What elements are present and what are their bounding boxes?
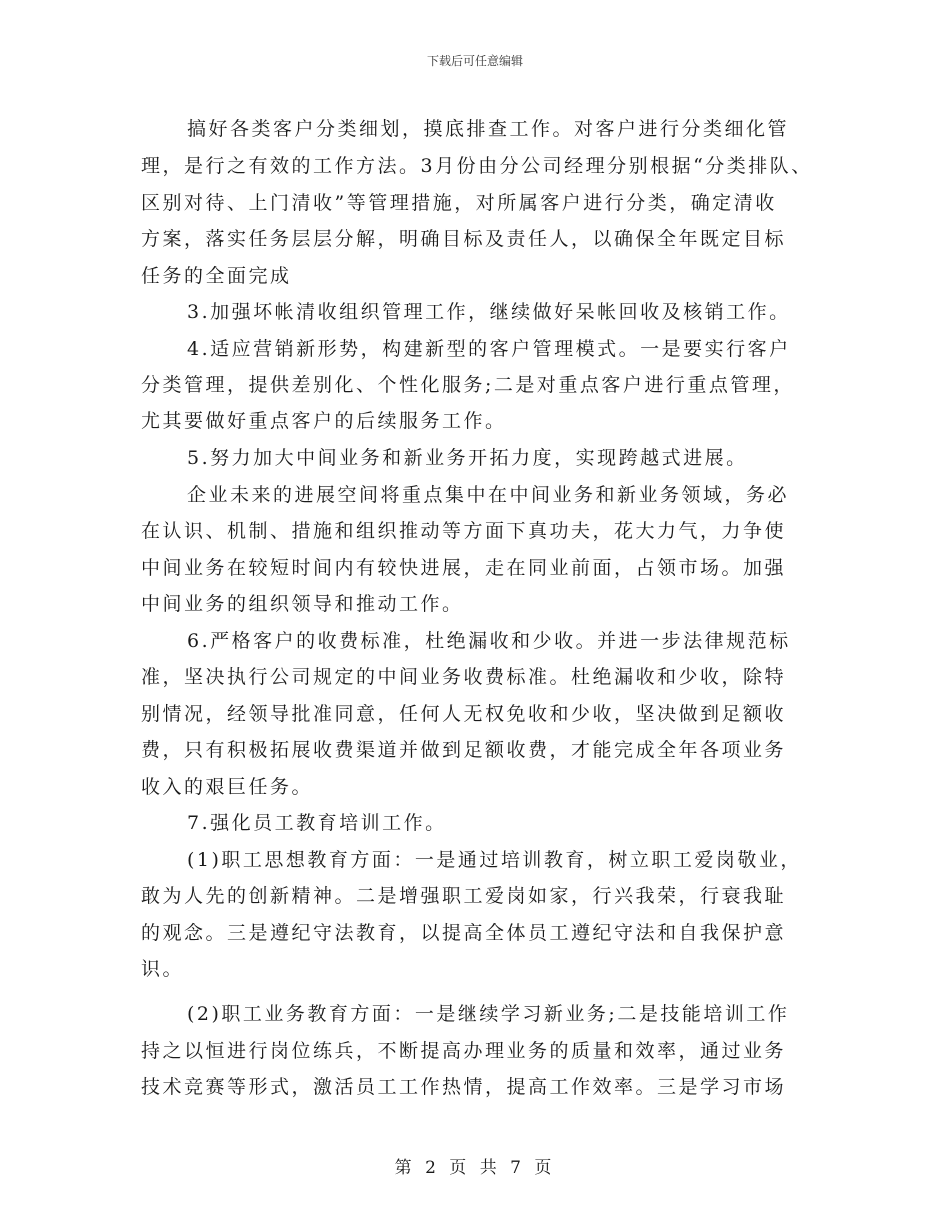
text-line: 持之以恒进行岗位练兵，不断提高办理业务的质量和效率，通过业务 — [141, 1040, 787, 1062]
text-line: (1)职工思想教育方面：一是通过培训教育，树立职工爱岗敬业， — [187, 849, 802, 871]
text-line: 中间业务的组织领导和推动工作。 — [141, 593, 464, 615]
text-line: 6.严格客户的收费标准，杜绝漏收和少收。并进一步法律规范标 — [187, 630, 791, 652]
text-line: 识。 — [141, 958, 185, 980]
text-line: (2)职工业务教育方面：一是继续学习新业务;二是技能培训工作 — [187, 1003, 790, 1025]
text-line: 在认识、机制、措施和组织推动等方面下真功夫，花大力气，力争使 — [141, 520, 787, 542]
text-line: 企业未来的进展空间将重点集中在中间业务和新业务领域，务必 — [187, 484, 790, 506]
text-line: 理，是行之有效的工作方法。3月份由分公司经理分别根据“分类排队、 — [141, 155, 813, 177]
page-header: 下载后可任意编辑 — [426, 54, 523, 68]
text-line: 尤其要做好重点客户的后续服务工作。 — [141, 410, 507, 432]
text-line: 中间业务在较短时间内有较快进展，走在同业前面，占领市场。加强 — [141, 557, 787, 579]
text-line: 费，只有积极拓展收费渠道并做到足额收费，才能完成全年各项业务 — [141, 739, 787, 761]
text-line: 5.努力加大中间业务和新业务开拓力度，实现跨越式进展。 — [187, 447, 748, 469]
text-line: 3.加强坏帐清收组织管理工作，继续做好呆帐回收及核销工作。 — [187, 301, 791, 323]
text-line: 4.适应营销新形势，构建新型的客户管理模式。一是要实行客户 — [187, 338, 791, 360]
text-line: 的观念。三是遵纪守法教育，以提高全体员工遵纪守法和自我保护意 — [141, 922, 787, 944]
text-line: 准，坚决执行公司规定的中间业务收费标准。杜绝漏收和少收，除特 — [141, 666, 787, 688]
text-line: 区别对待、上门清收”等管理措施，对所属客户进行分类，确定清收 — [141, 192, 777, 214]
text-line: 搞好各类客户分类细划，摸底排查工作。对客户进行分类细化管 — [187, 118, 790, 140]
text-line: 敢为人先的创新精神。二是增强职工爱岗如家，行兴我荣，行衰我耻 — [141, 885, 787, 907]
text-line: 任务的全面完成 — [141, 265, 292, 287]
text-line: 7.强化员工教育培训工作。 — [187, 812, 447, 834]
text-line: 方案，落实任务层层分解，明确目标及责任人，以确保全年既定目标 — [141, 228, 787, 250]
text-line: 分类管理，提供差别化、个性化服务;二是对重点客户进行重点管理， — [141, 374, 795, 396]
page-number: 第 2 页 共 7 页 — [394, 1158, 556, 1178]
text-line: 收入的艰巨任务。 — [141, 776, 314, 798]
text-line: 技术竞赛等形式，激活员工工作热情，提高工作效率。三是学习市场 — [141, 1076, 787, 1098]
text-line: 别情况，经领导批准同意，任何人无权免收和少收，坚决做到足额收 — [141, 703, 787, 725]
